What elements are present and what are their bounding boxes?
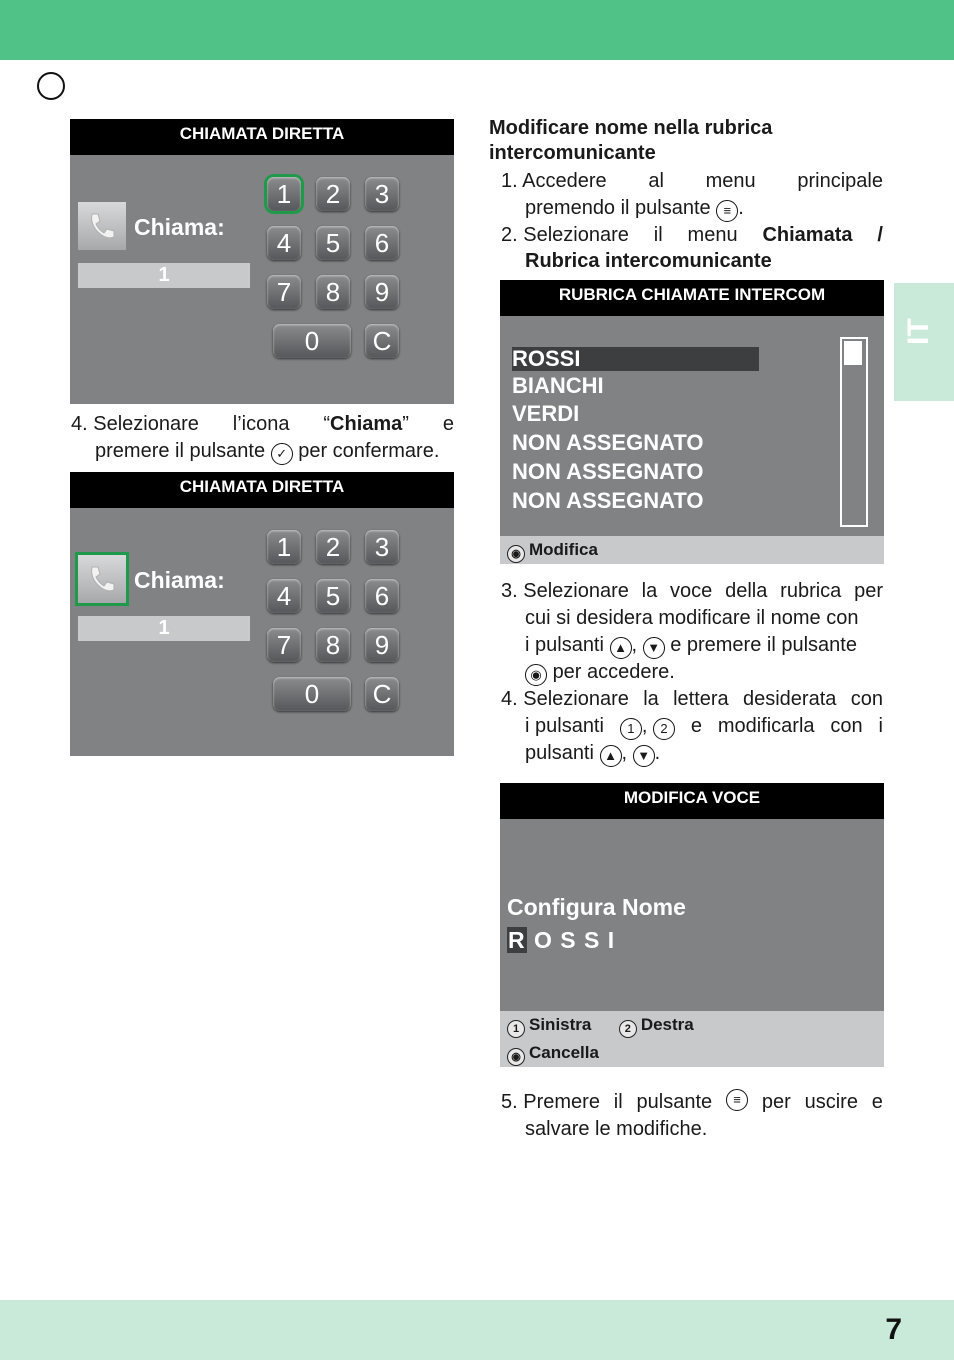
menu-button-icon: ≡	[716, 200, 738, 222]
key-1[interactable]: 1	[267, 530, 301, 564]
language-tab	[894, 283, 954, 401]
chiama-label: Chiama:	[134, 567, 225, 593]
scrollbar-track[interactable]	[840, 337, 868, 527]
scrollbar-thumb[interactable]	[844, 341, 862, 365]
step-2: 2. Selezionare il menu Chiamata / Rubrica intercomunicante	[501, 224, 883, 272]
page-number: 7	[885, 1313, 902, 1346]
key-0[interactable]: 0	[273, 677, 351, 711]
list-item[interactable]: BIANCHI	[512, 373, 604, 398]
top-color-bar	[0, 0, 954, 60]
key-9[interactable]: 9	[365, 628, 399, 662]
key-7[interactable]: 7	[267, 275, 301, 309]
screen-title: CHIAMATA DIRETTA	[70, 119, 454, 155]
screen-chiamata-diretta-2	[70, 472, 454, 756]
step-3: 3. Selezionare la voce della rubrica per cui si desidera modificare il nome con i pulsanti ▲ , ▼ e premere il pulsante ◉ per accedere.	[501, 578, 883, 686]
button-2-icon: 2	[619, 1020, 637, 1038]
key-9[interactable]: 9	[365, 275, 399, 309]
screen-chiamata-diretta-1	[70, 119, 454, 404]
button-2-icon: 2	[653, 718, 675, 740]
key-2[interactable]: 2	[316, 177, 350, 211]
bottom-color-bar	[0, 1300, 954, 1360]
key-8[interactable]: 8	[316, 275, 350, 309]
key-1[interactable]: 1	[267, 177, 301, 211]
step-1: 1. Accedere al menu principale premendo il pulsante ≡ .	[501, 168, 883, 222]
step-4-right: 4. Selezionare la lettera desiderata con i pulsanti 1 , 2 e modificarla con i pulsanti ▲ , ▼ .	[501, 686, 883, 767]
down-arrow-icon: ▼	[633, 745, 655, 767]
menu-button-icon: ≡	[726, 1089, 748, 1111]
key-5[interactable]: 5	[316, 579, 350, 613]
screen-footer: 1 Sinistra 2 Destra ◉ Cancella	[500, 1011, 884, 1067]
button-1-icon: 1	[507, 1020, 525, 1038]
step-4-left: 4. Selezionare l’icona “Chiama” e premere il pulsante ✓ per confermare.	[71, 411, 454, 465]
number-field: 1	[78, 616, 250, 641]
key-4[interactable]: 4	[267, 579, 301, 613]
button-1-icon: 1	[620, 718, 642, 740]
ok-button-icon: ◉	[525, 664, 547, 686]
section-heading: Modificare nome nella rubrica intercomunicante	[489, 117, 773, 164]
key-5[interactable]: 5	[316, 226, 350, 260]
list-item[interactable]: NON ASSEGNATO	[512, 459, 704, 484]
list-item[interactable]: VERDI	[512, 401, 580, 426]
chiama-label: Chiama:	[134, 214, 225, 240]
key-6[interactable]: 6	[365, 579, 399, 613]
key-c[interactable]: C	[365, 677, 399, 711]
step-5: 5. Premere il pulsante ≡ per uscire e salvare le modifiche.	[501, 1091, 883, 1140]
screen-rubrica-intercom	[500, 280, 884, 564]
number-field: 1	[78, 263, 250, 288]
confirm-check-icon: ✓	[271, 443, 293, 465]
name-editor[interactable]: R O S S I	[508, 927, 616, 953]
list-item[interactable]: NON ASSEGNATO	[512, 488, 704, 513]
screen-title: RUBRICA CHIAMATE INTERCOM	[500, 280, 884, 316]
down-arrow-icon: ▼	[643, 637, 665, 659]
ok-button-icon: ◉	[507, 1048, 525, 1066]
key-2[interactable]: 2	[316, 530, 350, 564]
list-item[interactable]: NON ASSEGNATO	[512, 430, 704, 455]
up-arrow-icon: ▲	[600, 745, 622, 767]
phone-icon[interactable]	[78, 202, 126, 250]
key-8[interactable]: 8	[316, 628, 350, 662]
key-4[interactable]: 4	[267, 226, 301, 260]
config-name-label: Configura Nome	[507, 894, 686, 920]
key-0[interactable]: 0	[273, 324, 351, 358]
circle-marker	[37, 72, 65, 100]
key-c[interactable]: C	[365, 324, 399, 358]
list-item[interactable]: ROSSI	[512, 346, 581, 371]
key-3[interactable]: 3	[365, 530, 399, 564]
screen-title: MODIFICA VOCE	[500, 783, 884, 819]
up-arrow-icon: ▲	[610, 637, 632, 659]
letter-cursor[interactable]: R	[508, 927, 526, 953]
phone-icon-selected[interactable]	[78, 555, 126, 603]
screen-title: CHIAMATA DIRETTA	[70, 472, 454, 508]
key-3[interactable]: 3	[365, 177, 399, 211]
key-6[interactable]: 6	[365, 226, 399, 260]
language-tab-label: IT	[902, 318, 935, 345]
ok-button-icon: ◉	[507, 545, 525, 563]
key-7[interactable]: 7	[267, 628, 301, 662]
screen-footer: ◉ Modifica	[500, 536, 884, 564]
screen-modifica-voce	[500, 783, 884, 1067]
